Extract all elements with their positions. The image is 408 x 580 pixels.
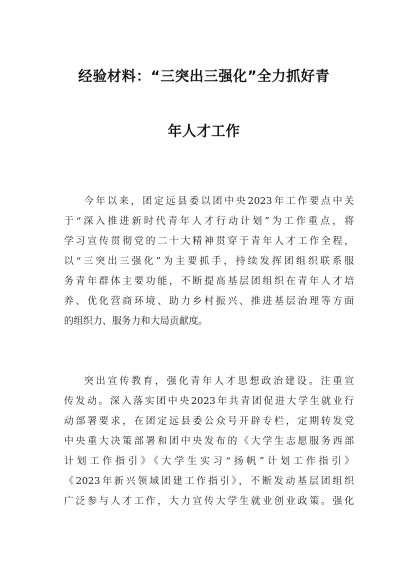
paragraph-2-line-6: 《2023年新兴领域团建工作指引》，不断发动基层团组织: [64, 476, 354, 487]
paragraph-1-line-2: 于“深入推进新时代青年人才行动计划”为工作重点，将: [64, 216, 354, 227]
document-title-line-1: 经验材料：“三突出三强化”全力抓好青: [78, 69, 330, 85]
paragraph-1-line-5: 务青年群体主要功能，不断提高基层团组织在青年人才培: [64, 276, 354, 287]
paragraph-2-line-3: 动部署要求，在团定远县委公众号开辟专栏，定期转发党: [64, 416, 354, 427]
paragraph-1-line-7: 的组织力、服务力和大局贡献度。: [64, 316, 208, 327]
paragraph-1-line-4: 以“三突出三强化”为主要抓手，持续发挥团组织联系服: [64, 256, 354, 267]
paragraph-1-line-1: 今年以来，团定远县委以团中央2023年工作要点中关: [84, 196, 354, 207]
paragraph-2-line-2: 传发动。深入落实团中央2023年共青团促进大学生就业行: [64, 396, 354, 407]
document-title-line-2: 年人才工作: [167, 124, 241, 140]
paragraph-2-line-5: 计划工作指引》《大学生实习“扬帆”计划工作指引》: [64, 456, 354, 467]
paragraph-2-line-7: 广泛参与人才工作，大力宣传大学生就业创业政策。强化: [64, 496, 354, 507]
paragraph-2-line-4: 中央重大决策部署和团中央发布的《大学生志愿服务西部: [64, 436, 354, 447]
paragraph-2-line-1: 突出宣传教育，强化青年人才思想政治建设。注重宣: [84, 376, 354, 387]
paragraph-1-line-3: 学习宣传贯彻党的二十大精神贯穿于青年人才工作全程，: [64, 236, 354, 247]
paragraph-1-line-6: 养、优化营商环境、助力乡村振兴、推进基层治理等方面: [64, 296, 354, 307]
